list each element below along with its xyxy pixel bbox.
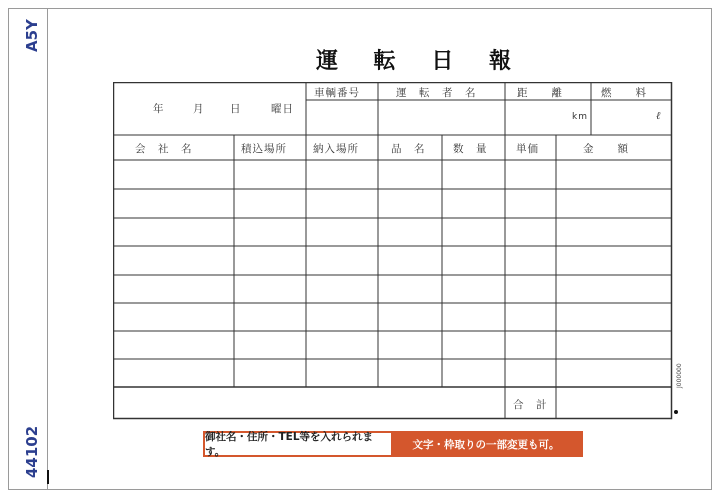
col-quantity: 数 量	[453, 143, 488, 155]
col-unit-price: 単価	[516, 143, 539, 155]
date-month-label: 月	[193, 103, 205, 115]
date-day-label: 日	[230, 103, 242, 115]
col-amount: 金 額	[583, 143, 629, 155]
total-label: 合 計	[513, 399, 548, 411]
col-item-name: 品 名	[391, 143, 426, 155]
distance-unit: km	[572, 112, 588, 122]
notice-change-text: 文字・枠取りの一部変更も可。	[391, 433, 581, 455]
customization-notice	[203, 431, 583, 457]
fuel-unit: ℓ	[656, 110, 662, 122]
col-loading-place: 積込場所	[241, 143, 287, 155]
vehicle-number-label: 車輌番号	[314, 87, 360, 99]
product-code-top: A5Y	[23, 19, 41, 52]
col-company-name: 会 社 名	[135, 143, 193, 155]
binding-stripe	[8, 8, 48, 490]
product-code-bottom: 44102	[23, 425, 41, 478]
notice-imprint-text: 御社名・住所・TEL等を入れられます。	[205, 433, 391, 455]
serial-number: J000000	[676, 363, 683, 388]
daily-report-table	[113, 82, 673, 420]
col-delivery-place: 納入場所	[313, 143, 359, 155]
distance-label: 距 離	[517, 87, 563, 99]
fuel-label: 燃 料	[601, 87, 647, 99]
date-year-label: 年	[153, 103, 165, 115]
form-title: 運 転 日 報	[316, 48, 525, 74]
date-weekday-label: 曜日	[271, 103, 294, 115]
table-grid	[113, 82, 673, 420]
registration-dot	[674, 410, 678, 414]
cut-mark	[47, 470, 49, 484]
driver-name-label: 運 転 者 名	[396, 87, 477, 99]
